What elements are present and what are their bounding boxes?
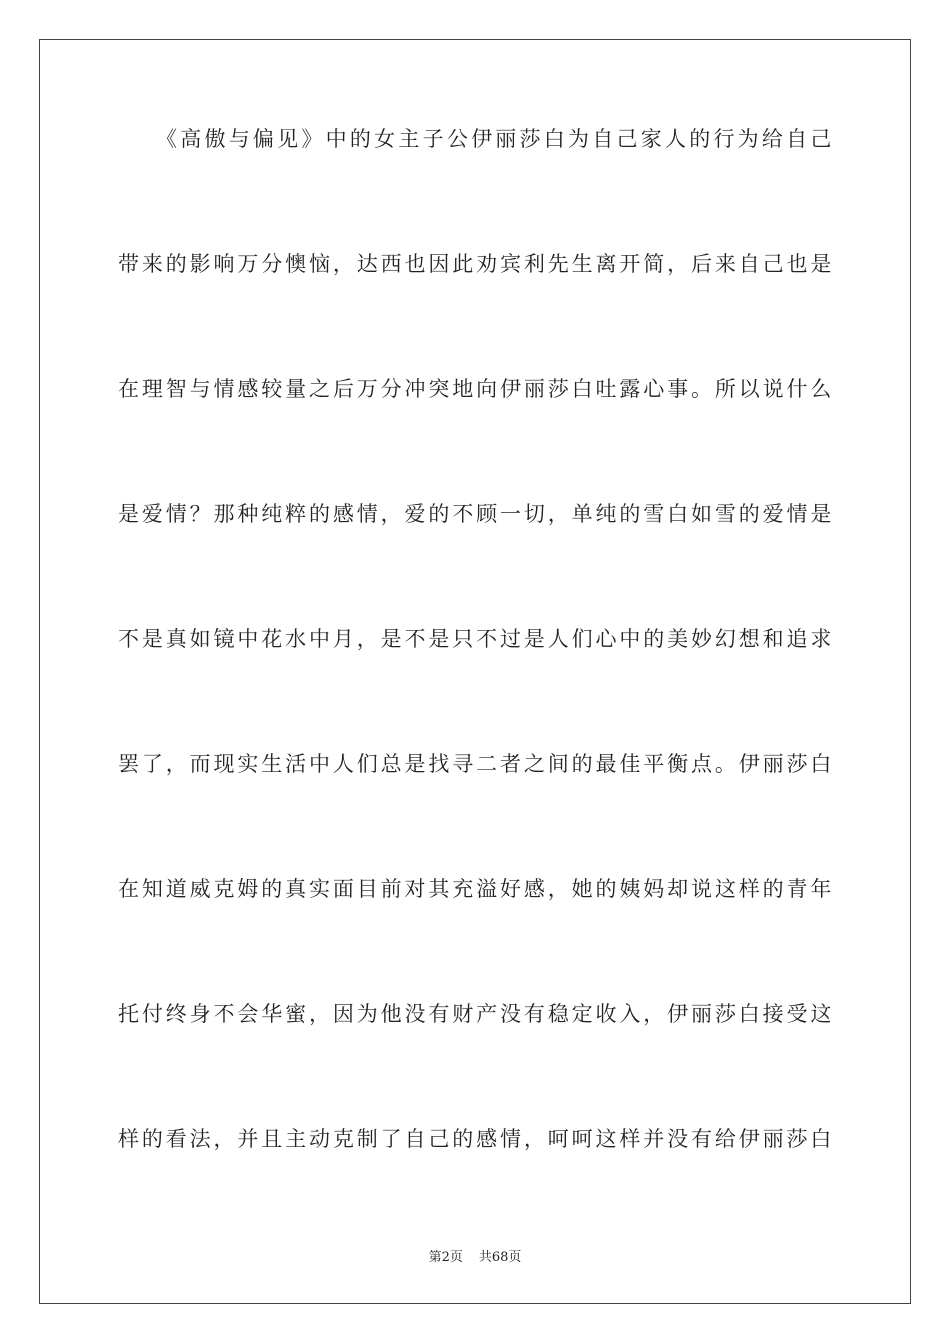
text-line: 《高傲与偏见》中的女主子公伊丽莎白为自己家人的行为给自己 xyxy=(118,127,834,151)
text-line: 样的看法，并且主动克制了自己的感情，呵呵这样并没有给伊丽莎白 xyxy=(118,1127,834,1151)
text-line: 带来的影响万分懊恼，达西也因此劝宾利先生离开简，后来自己也是 xyxy=(118,252,834,276)
text-line: 罢了，而现实生活中人们总是找寻二者之间的最佳平衡点。伊丽莎白 xyxy=(118,752,834,776)
body-text xyxy=(118,127,834,1252)
text-line: 不是真如镜中花水中月，是不是只不过是人们心中的美妙幻想和追求 xyxy=(118,627,834,651)
text-line: 托付终身不会华蜜，因为他没有财产没有稳定收入，伊丽莎白接受这 xyxy=(118,1002,834,1026)
text-line: 是爱情？那种纯粹的感情，爱的不顾一切，单纯的雪白如雪的爱情是 xyxy=(118,502,834,526)
page-total: 共68页 xyxy=(478,1250,522,1265)
page-footer xyxy=(0,1246,950,1265)
page-number: 第2页 xyxy=(428,1250,463,1265)
text-line: 在理智与情感较量之后万分冲突地向伊丽莎白吐露心事。所以说什么 xyxy=(118,377,834,401)
text-line: 在知道威克姆的真实面目前对其充溢好感，她的姨妈却说这样的青年 xyxy=(118,877,834,901)
